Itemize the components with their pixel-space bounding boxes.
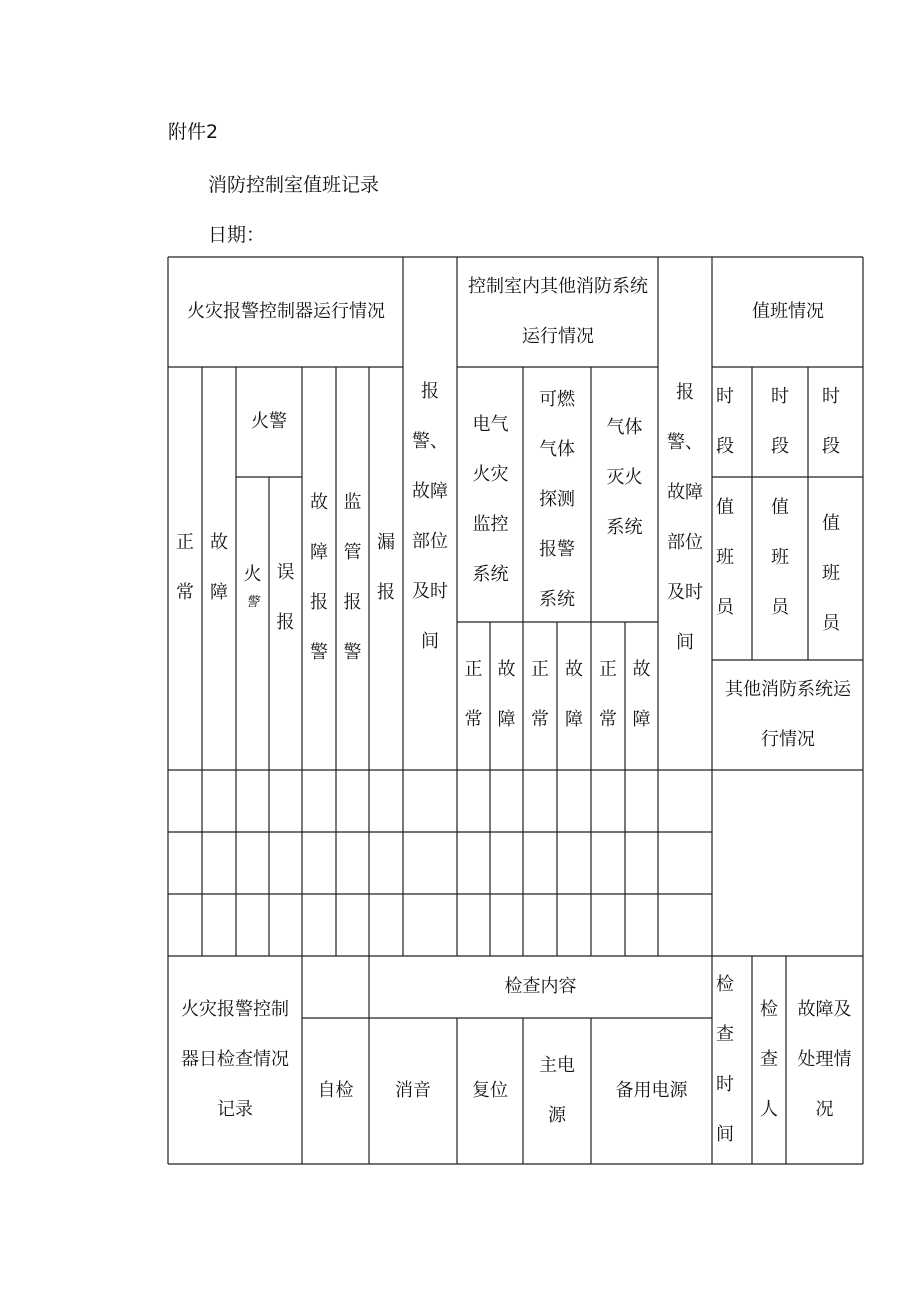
inspector-header: 检查人 (760, 999, 778, 1120)
sub-fault-3: 故障 (632, 659, 651, 730)
fire-alert-sub-header: 火 警 (243, 564, 262, 610)
fire-alarm-controller-status-header: 火灾报警控制器运行情况 (187, 301, 385, 322)
silence-header: 消音 (395, 1080, 431, 1101)
normal-header: 正常 (176, 532, 194, 603)
alarm-fault-location-time-header-1: 报警、故障部位及时间 (412, 381, 448, 652)
attachment-label: 附件2 (168, 121, 219, 143)
sub-fault-2: 故障 (565, 659, 583, 730)
date-label: 日期： (208, 224, 266, 246)
check-time-header: 检查时间 (716, 974, 734, 1145)
reset-header: 复位 (472, 1080, 508, 1101)
sub-fault-1: 故障 (497, 659, 516, 730)
fault-handling-header: 故障及处理情况 (797, 999, 852, 1120)
false-alarm-header: 误报 (276, 562, 295, 633)
period-2: 时段 (771, 386, 789, 457)
sub-normal-3: 正常 (599, 659, 617, 730)
other-systems-status-header: 控制室内其他消防系统运行情况 (468, 276, 648, 347)
duty-person-2: 值班员 (771, 497, 789, 618)
sub-normal-1: 正常 (464, 659, 483, 730)
combustible-gas-detection-header: 可燃气体探测报警系统 (539, 389, 575, 610)
self-test-header: 自检 (317, 1080, 354, 1101)
duty-person-1: 值班员 (716, 497, 734, 618)
alarm-fault-location-time-header-2: 报警、故障部位及时间 (667, 382, 703, 653)
document-title: 消防控制室值班记录 (208, 174, 380, 196)
fault-header: 故障 (210, 532, 228, 603)
period-3: 时段 (822, 386, 840, 457)
electrical-fire-monitoring-header: 电气火灾监控系统 (472, 414, 509, 585)
gas-extinguishing-header: 气体灭火系统 (606, 417, 643, 538)
missed-report-header: 漏报 (377, 532, 395, 603)
duty-person-3: 值班员 (822, 513, 840, 634)
check-content-header: 检查内容 (504, 976, 577, 997)
fault-alarm-header: 故障报警 (310, 492, 328, 663)
supervisory-alarm-header: 监管报警 (343, 492, 362, 663)
duty-status-header: 值班情况 (752, 301, 824, 322)
sub-normal-2: 正常 (531, 659, 549, 730)
backup-power-header: 备用电源 (615, 1080, 688, 1101)
main-power-header: 主电源 (539, 1055, 575, 1126)
daily-check-record-header: 火灾报警控制器日检查情况记录 (181, 999, 289, 1120)
other-fire-systems-status-header: 其他消防系统运行情况 (725, 679, 851, 750)
fire-alert-header: 火警 (251, 411, 287, 432)
period-1: 时段 (716, 386, 734, 457)
